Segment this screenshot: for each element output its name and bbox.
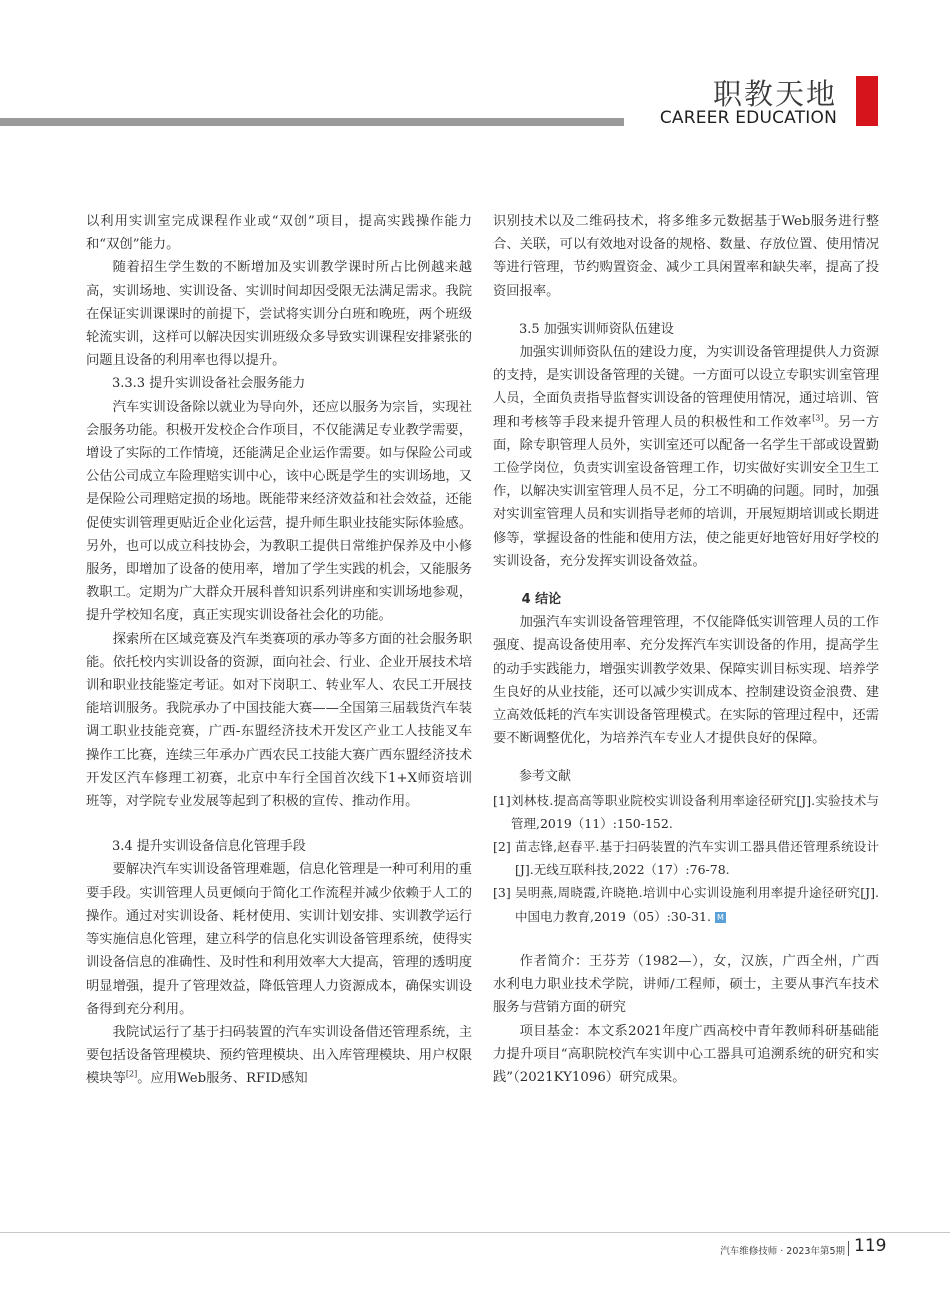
reference-number: [1] — [493, 792, 511, 808]
reference-item — [493, 835, 879, 881]
left-column — [86, 210, 472, 1091]
reference-item — [493, 881, 879, 927]
reference-number: [3] — [493, 885, 511, 901]
section-heading-conclusion: 4 结论 — [521, 592, 562, 608]
header-rule — [0, 118, 624, 126]
section-accent-block — [856, 76, 878, 126]
paragraph: 加强汽车实训设备管理管理，不仅能降低实训管理人员的工作强度、提高设备使用率、充分发挥汽车实训设备的作用，提高学生的动手实践能力，增强实训教学效果、保障实训目标实现、培养学生良好的从业技能，还可以减少实训成本、控制建设资金浪费、建立高效低耗的汽车实训设备管理模式。在实际的管理过程中，还需要不断调整优化，为培养汽车专业人才提供良好的保障。 — [493, 615, 879, 747]
paragraph-text: 我院试运行了基于扫码装置的汽车实训设备借还管理系统，主要包括设备管理模块、预约管理模块、出入库管理模块、用户权限模块等 — [86, 1024, 472, 1087]
references-title: 参考文献 — [519, 769, 572, 785]
paragraph — [493, 341, 879, 573]
right-column — [493, 210, 879, 1089]
paragraph: 随着招生学生数的不断增加及实训教学课时所占比例越来越高，实训场地、实训设备、实训时间却因受限无法满足需求。我院在保证实训课课时的前提下，尝试将实训分白班和晚班，两个班级轮流实训，这样可以解决因实训班级众多导致实训课程安排紧张的问题且设备的利用率也得以提升。 — [86, 260, 472, 369]
reference-text: 吴明燕,周晓霞,许晓艳.培训中心实训设施利用率提升途径研究[J].中国电力教育,2019（05）:30-31. — [515, 885, 879, 924]
section-subtitle: CAREER EDUCATION — [659, 108, 837, 128]
paragraph-text: 。另一方面，除专职管理人员外，实训室还可以配备一名学生干部或设置勤工俭学岗位，负责实训室设备管理工作，切实做好实训安全卫生工作，以解决实训室管理人员不足，分工不明确的问题。同时，加强对实训室管理人员和实训指导老师的培训，开展短期培训或长期进修等，掌握设备的性能和使用方法，使之能更好地管好用好学校的实训设备，充分发挥实训设备效益。 — [493, 414, 880, 569]
footer-separator — [848, 1241, 849, 1256]
paragraph-text: 。应用Web服务、RFID感知 — [137, 1071, 308, 1087]
reference-list — [493, 789, 879, 928]
paragraph — [86, 1021, 472, 1091]
footer-rule — [0, 1232, 950, 1233]
journal-m-logo-icon: M — [715, 912, 726, 923]
reference-text-wrap — [515, 881, 879, 927]
citation-2: [2] — [125, 1069, 138, 1079]
funding-note: 项目基金：本文系2021年度广西高校中青年教师科研基础能力提升项目“高职院校汽车实训中心工器具可追溯系统的研究和实践”（2021KY1096）研究成果。 — [493, 1023, 879, 1085]
section-title: 职教天地 — [712, 77, 837, 111]
paragraph: 要解决汽车实训设备管理难题，信息化管理是一种可利用的重要手段。实训管理人员更倾向于简化工作流程并减少依赖于人工的操作。通过对实训设备、耗材使用、实训计划安排、实训教学运行等实施信息化管理，建立科学的信息化实训设备管理系统，使得实训设备信息的准确性、及时性和利用效率大大提高，管理的透明度明显增强，提升了管理效益，降低管理人力资源成本，确保实训设备得到充分利用。 — [86, 862, 472, 1017]
paragraph: 识别技术以及二维码技术，将多维多元数据基于Web服务进行整合、关联，可以有效地对设备的规格、数量、存放位置、使用情况等进行管理，节约购置资金、减少工具闲置率和缺失率，提高了投资回报率。 — [493, 214, 879, 299]
paragraph: 探索所在区域竞赛及汽车类赛项的承办等多方面的社会服务职能。依托校内实训设备的资源，面向社会、行业、企业开展技术培训和职业技能鉴定考证。如对下岗职工、转业军人、农民工开展技能培训服务。我院承办了中国技能大赛——全国第三届载货汽车装调工职业技能竞赛，广西-东盟经济技术开发区产业工人技能叉车操作工比赛，连续三年承办广西农民工技能大赛广西东盟经济技术开发区汽车修理工初赛，北京中车行全国首次线下1+X师资培训班等，对学院专业发展等起到了积极的宣传、推动作用。 — [86, 631, 472, 810]
section-heading-3-4: 3.4 提升实训设备信息化管理手段 — [112, 839, 306, 855]
citation-3: [3] — [812, 413, 824, 423]
author-bio: 作者简介：王芬芳（1982—），女，汉族，广西全州，广西水利电力职业技术学院，讲师/工程师，硕士，主要从事汽车技术服务与营销方面的研究 — [493, 953, 879, 1016]
paragraph: 以利用实训室完成课程作业或“双创”项目，提高实践操作能力和“双创”能力。 — [86, 214, 472, 253]
subsection-heading-3-3-3: 3.3.3 提升实训设备社会服务能力 — [112, 376, 306, 392]
reference-text: 苗志锋,赵春平.基于扫码装置的汽车实训工器具借还管理系统设计[J].无线互联科技,2022（17）:76-78. — [515, 839, 879, 878]
page-number: 119 — [854, 1236, 887, 1256]
section-heading-3-5: 3.5 加强实训师资队伍建设 — [519, 321, 674, 337]
reference-item — [493, 789, 879, 835]
reference-text: 刘林枝.提高高等职业院校实训设备利用率途径研究[J].实验技术与管理,2019（11）:150-152. — [511, 792, 879, 831]
paragraph-text: 加强实训师资队伍的建设力度，为实训设备管理提供人力资源的支持，是实训设备管理的关键。一方面可以设立专职实训室管理人员，全面负责指导监督实训设备的管理使用情况，通过培训、管理和考核等手段来提升管理人员的积极性和工作效率 — [493, 345, 879, 430]
reference-number: [2] — [493, 839, 511, 855]
paragraph: 汽车实训设备除以就业为导向外，还应以服务为宗旨，实现社会服务功能。积极开发校企合作项目，不仅能满足专业教学需要，增设了实际的工作情境，还能满足企业运作需要。如与保险公司或公估公司成立车险理赔实训中心，该中心既是学生的实训场地，又是保险公司理赔定损的场地。既能带来经济效益和社会效益，还能促使实训管理更贴近企业化运营，提升师生职业技能实际体验感。另外，也可以成立科技协会，为教职工提供日常维护保养及中小修服务，即增加了设备的使用率，增加了学生实践的机会，又能服务教职工。定期为广大群众开展科普知识系列讲座和实训场地参观，提升学校知名度，真正实现实训设备社会化的功能。 — [86, 399, 472, 624]
footer-journal-issue: 汽车维修技师 · 2023年第5期 — [720, 1246, 845, 1257]
